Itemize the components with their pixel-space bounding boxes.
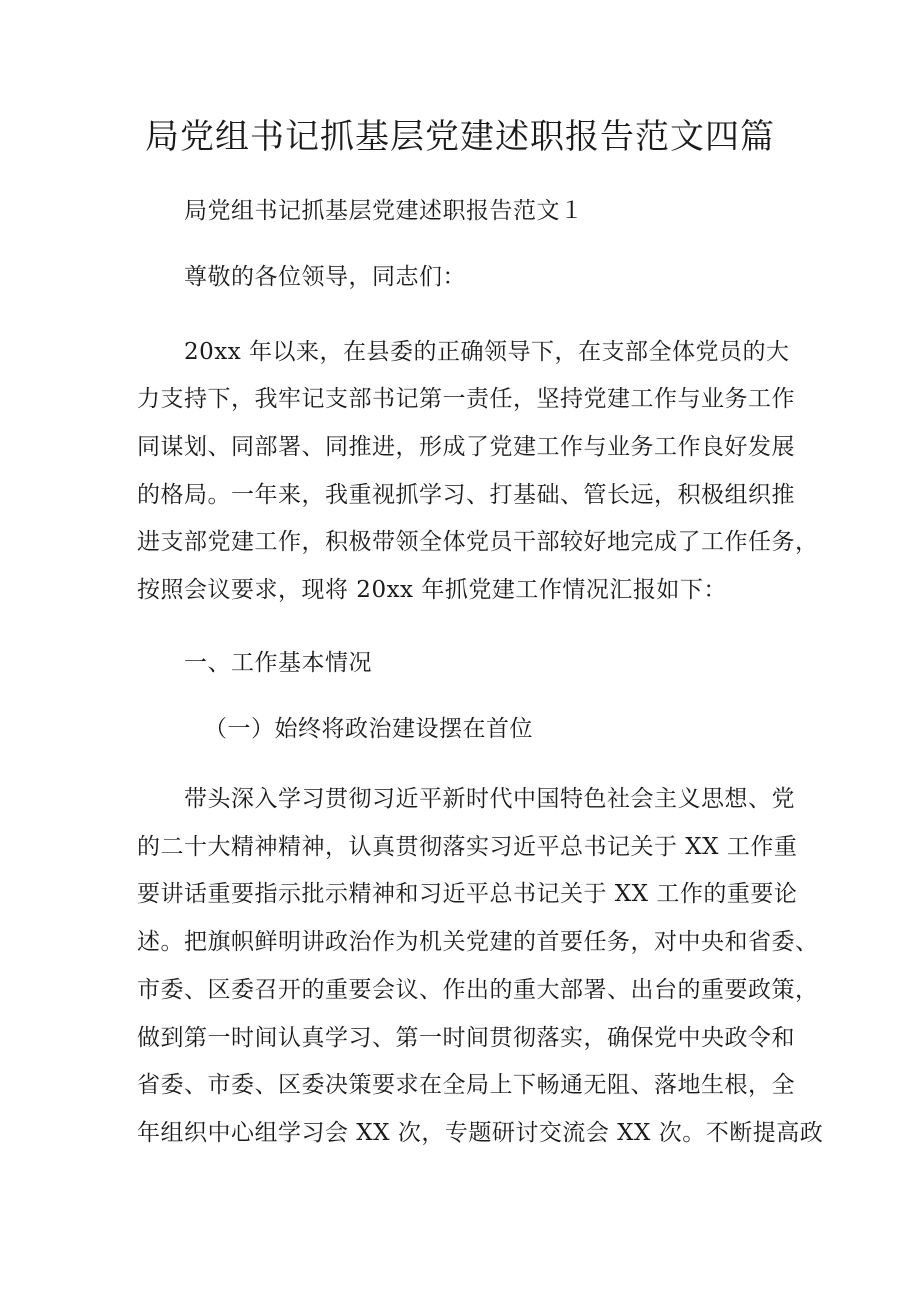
paragraph-line: 述。把旗帜鲜明讲政治作为机关党建的首要任务，对中央和省委、 xyxy=(137,929,819,955)
document-title: 局党组书记抓基层党建述职报告范文四篇 xyxy=(145,117,775,157)
paragraph-line: 力支持下，我牢记支部书记第一责任，坚持党建工作与业务工作 xyxy=(137,386,795,412)
subsection-heading: （一）始终将政治建设摆在首位 xyxy=(204,716,533,742)
document-subtitle: 局党组书记抓基层党建述职报告范文１ xyxy=(184,198,584,224)
paragraph-line: 市委、区委召开的重要会议、作出的重大部署、出台的重要政策， xyxy=(137,977,819,1003)
paragraph-line: 20xx 年以来，在县委的正确领导下，在支部全体党员的大 xyxy=(184,339,790,365)
paragraph-line: 带头深入学习贯彻习近平新时代中国特色社会主义思想、党 xyxy=(184,786,795,812)
paragraph-line: 进支部党建工作，积极带领全体党员干部较好地完成了工作任务， xyxy=(137,529,819,555)
paragraph-line: 做到第一时间认真学习、第一时间贯彻落实，确保党中央政令和 xyxy=(137,1025,795,1051)
paragraph-line: 的二十大精神精神，认真贯彻落实习近平总书记关于 XX 工作重 xyxy=(137,834,798,860)
section-heading: 一、工作基本情况 xyxy=(184,650,372,676)
paragraph-line: 按照会议要求，现将 20xx 年抓党建工作情况汇报如下： xyxy=(137,577,727,603)
greeting: 尊敬的各位领导，同志们： xyxy=(184,264,466,290)
paragraph-line: 要讲话重要指示批示精神和习近平总书记关于 XX 工作的重要论 xyxy=(137,881,798,907)
paragraph-line: 同谋划、同部署、同推进，形成了党建工作与业务工作良好发展 xyxy=(137,434,795,460)
paragraph-line: 年组织中心组学习会 XX 次，专题研讨交流会 XX 次。不断提高政 xyxy=(137,1120,824,1146)
paragraph-line: 省委、市委、区委决策要求在全局上下畅通无阻、落地生根，全 xyxy=(137,1072,795,1098)
paragraph-line: 的格局。一年来，我重视抓学习、打基础、管长远，积极组织推 xyxy=(137,482,795,508)
